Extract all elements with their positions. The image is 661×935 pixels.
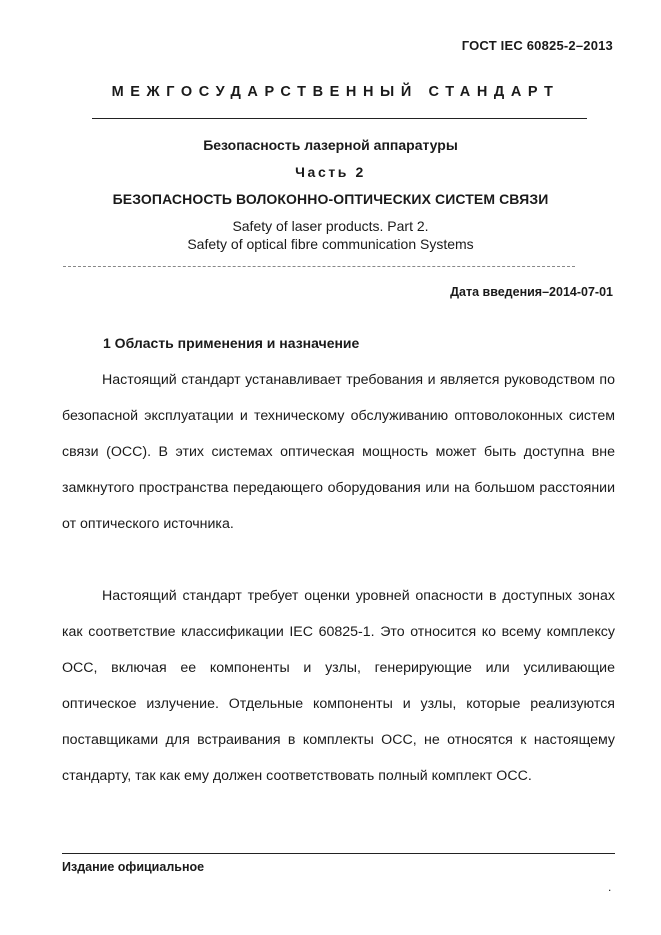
english-title-line-2: Safety of optical fibre communication Systems (187, 236, 474, 252)
document-code: ГОСТ IEC 60825-2–2013 (461, 38, 613, 53)
interstate-standard-heading: МЕЖГОСУДАРСТВЕННЫЙ СТАНДАРТ (111, 84, 560, 100)
english-title (0, 217, 661, 253)
footer-divider (62, 853, 615, 854)
document-title: Безопасность лазерной аппаратуры (203, 137, 458, 153)
section-heading: 1 Область применения и назначение (103, 335, 360, 351)
part-label: Часть 2 (295, 164, 366, 180)
page-mark: . (608, 880, 612, 894)
official-edition-note: Издание официальное (62, 860, 205, 874)
body-paragraph-1: Настоящий стандарт устанавливает требования и является руководством по безопасной эксплуатации и техническому обслуживанию оптоволоконных систем связи (ОСС). В этих системах оптическая мощность может быть доступна вне замкнутого пространства передающего оборудования или на большом расстоянии от оптического источника. (62, 372, 615, 532)
body-paragraph-2: Настоящий стандарт требует оценки уровней опасности в доступных зонах как соответствие классификации IEC 60825-1. Это относится ко всему комплексу ОСС, включая ее компоненты и узлы, генерирующие или усиливающие оптическое излучение. Отдельные компоненты и узлы, которые реализуются поставщиками для встраивания в комплекты ОСС, не относятся к настоящему стандарту, так как ему должен соответствовать полный комплект ОСС. (62, 588, 615, 784)
heading-divider (92, 118, 587, 119)
document-subtitle: БЕЗОПАСНОСТЬ ВОЛОКОННО-ОПТИЧЕСКИХ СИСТЕМ СВЯЗИ (112, 191, 549, 207)
introduction-date: Дата введения–2014-07-01 (450, 285, 613, 299)
title-divider (63, 266, 575, 267)
english-title-line-1: Safety of laser products. Part 2. (232, 218, 429, 234)
